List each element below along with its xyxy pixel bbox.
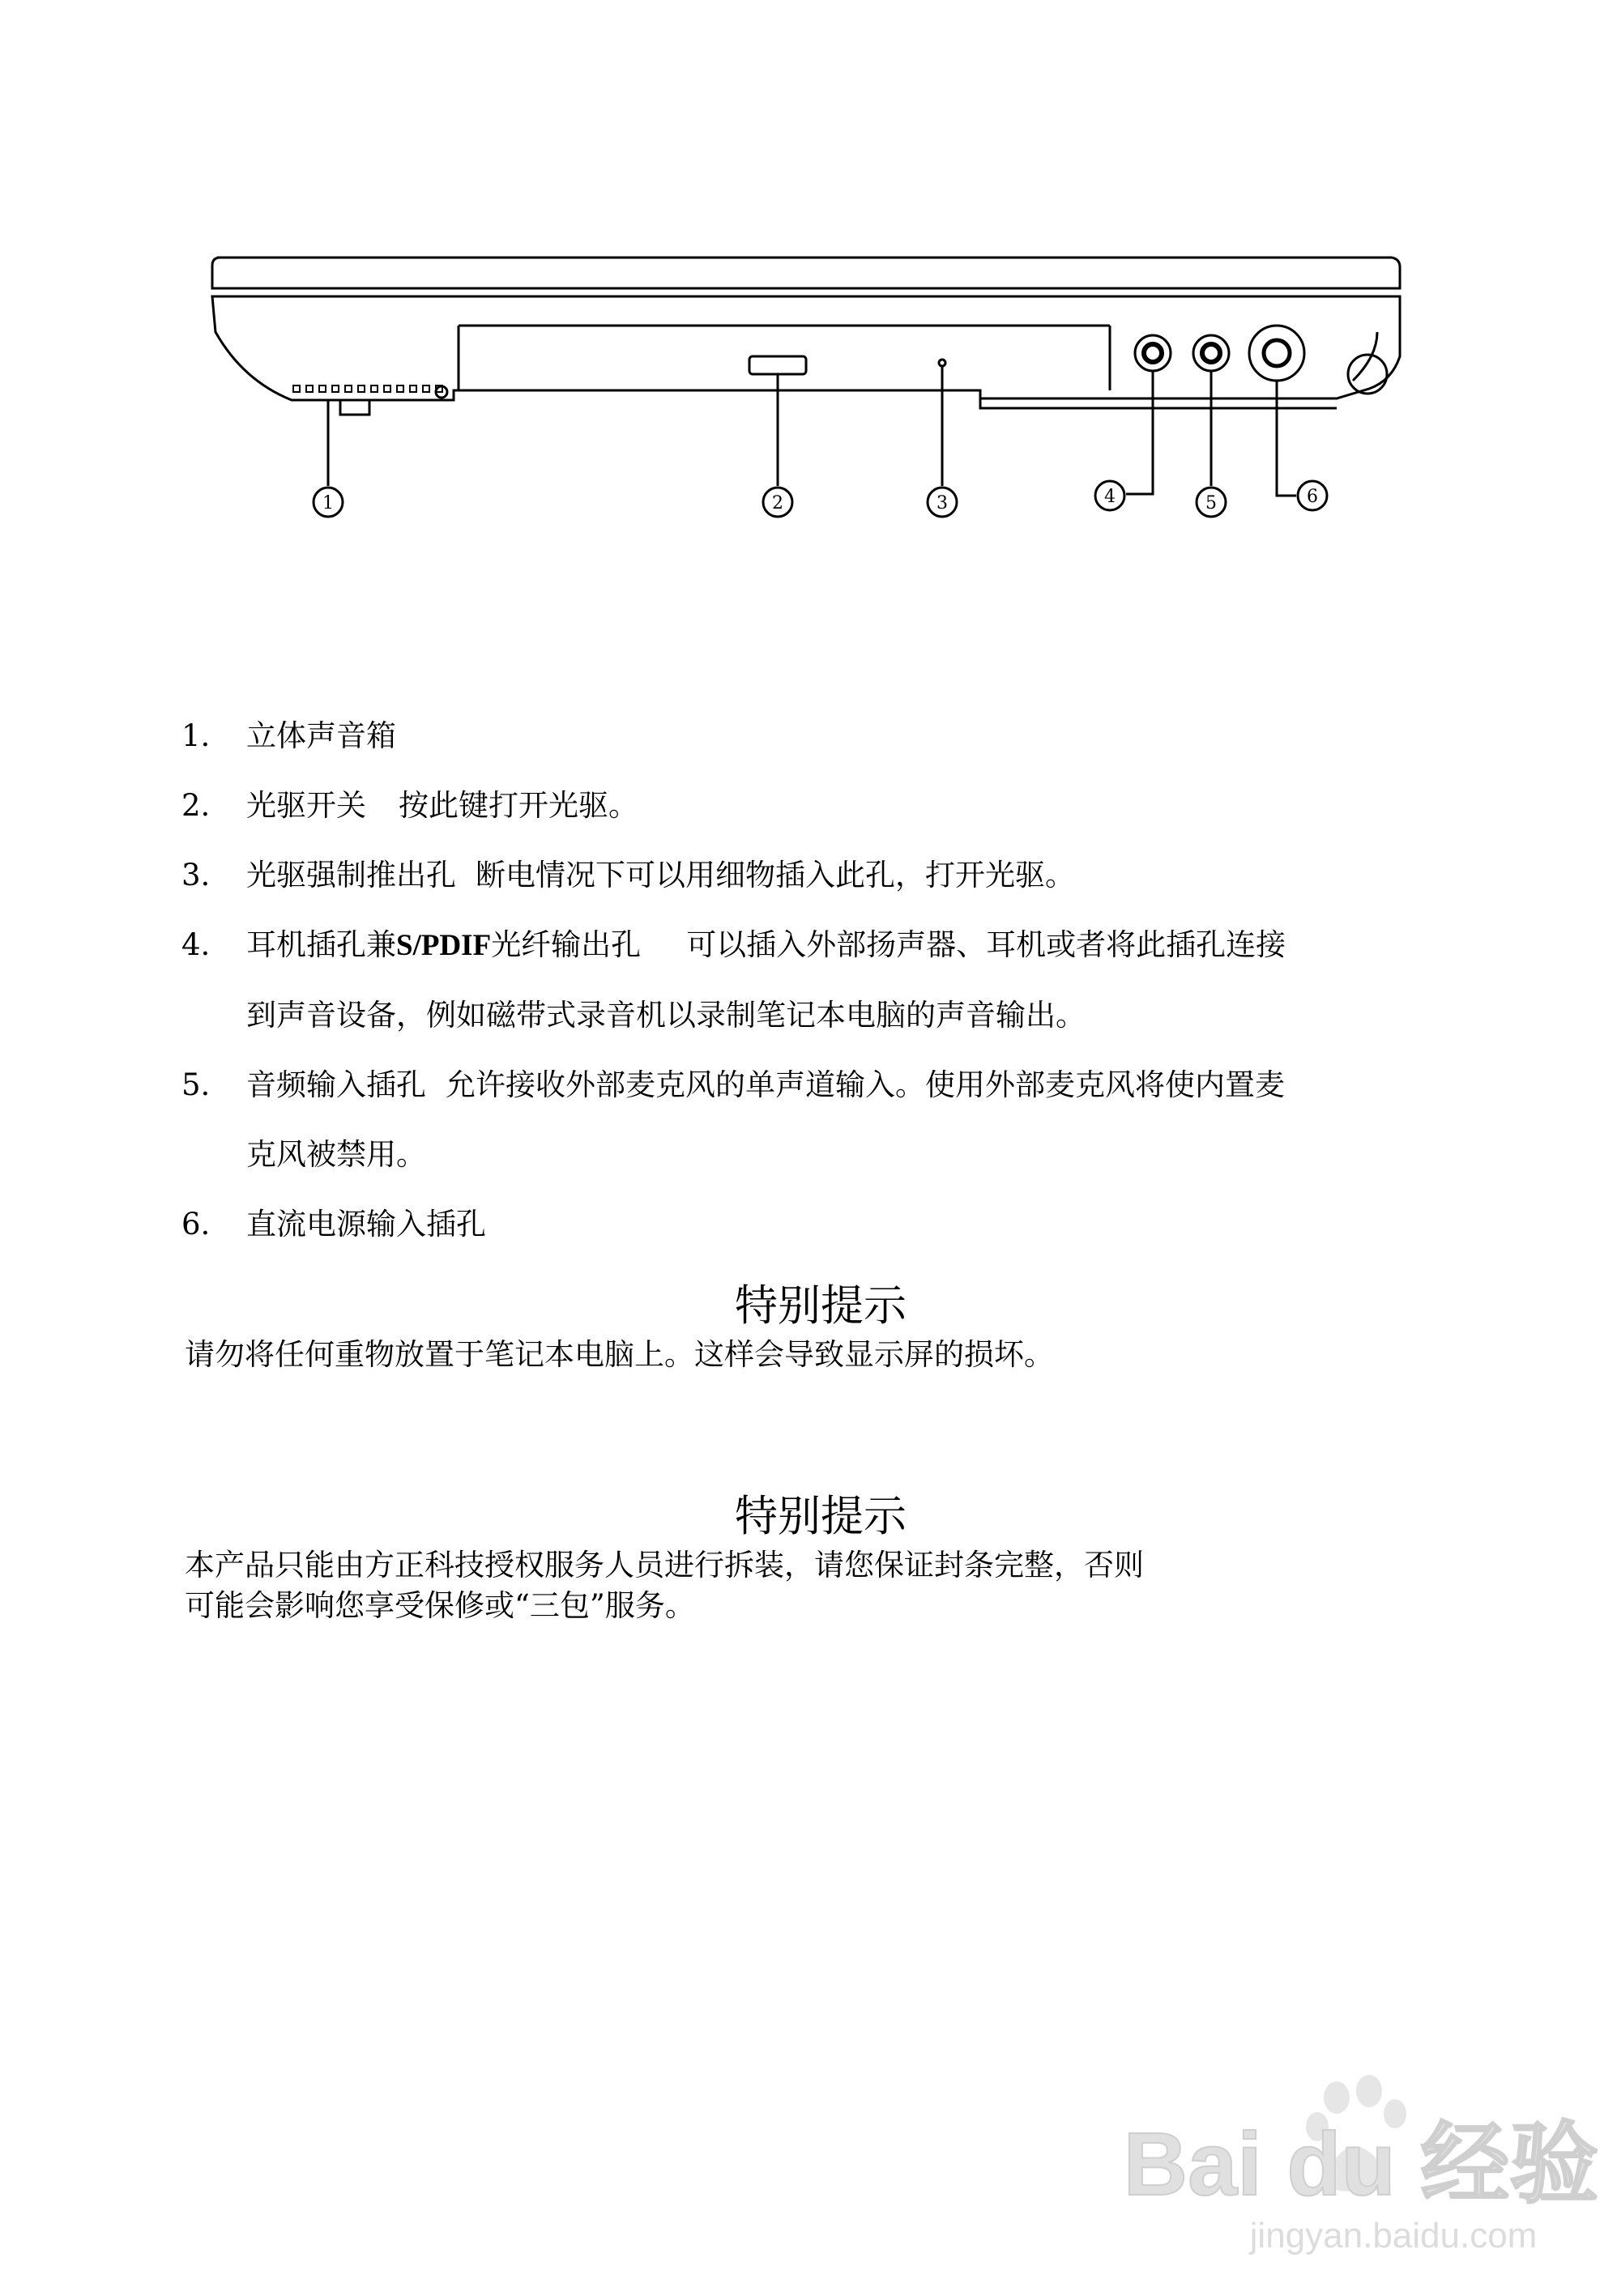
notice-text: 请勿将任何重物放置于笔记本电脑上。这样会导致显示屏的损坏。 [185, 1337, 1054, 1372]
item-desc: 到声音设备，例如磁带式录音机以录制笔记本电脑的声音输出。 [246, 998, 1086, 1033]
laptop-side-diagram [0, 0, 1617, 567]
notice-text: 本产品只能由方正科技授权服务人员进行拆装，请您保证封条完整，否则 可能会影响您享受保修或“三包”服务。 [185, 1548, 1144, 1623]
callout-6: 6 [1307, 487, 1318, 507]
notice-block [185, 1489, 1481, 1626]
component-list [181, 701, 1478, 1259]
item-term: 音频输入插孔 [246, 1067, 426, 1102]
notice-block [185, 1278, 1481, 1375]
callout-5: 5 [1205, 493, 1217, 513]
callout-3: 3 [936, 493, 948, 513]
item-desc: 允许接收外部麦克风的单声道输入。使用外部麦克风将使内置麦 [446, 1067, 1285, 1102]
list-item: 3. 光驱强制推出孔 断电情况下可以用细物插入此孔，打开光驱。 [181, 858, 1075, 892]
callout-2: 2 [772, 493, 783, 513]
item-desc: 断电情况下可以用细物插入此孔，打开光驱。 [476, 858, 1075, 892]
baidu-watermark [1123, 2049, 1599, 2260]
callout-4: 4 [1104, 487, 1116, 507]
item-desc: 可以插入外部扬声器、耳机或者将此插孔连接 [686, 927, 1286, 962]
item-desc: 克风被禁用。 [246, 1137, 426, 1172]
item-term: 直流电源输入插孔 [246, 1207, 486, 1242]
list-item: 6. 直流电源输入插孔 [181, 1207, 486, 1242]
item-term: 耳机插孔兼S/PDIF光纤输出孔 [246, 927, 642, 962]
list-item: 1. 立体声音箱 [181, 718, 396, 753]
list-item: 2. 光驱开关 按此键打开光驱。 [181, 788, 638, 823]
item-desc: 按此键打开光驱。 [399, 788, 638, 823]
list-item-continuation [181, 981, 1478, 1050]
list-item: 4. 耳机插孔兼S/PDIF光纤输出孔 可以插入外部扬声器、耳机或者将此插孔连接 [181, 927, 1286, 962]
notice-title: 特别提示 [735, 1492, 907, 1541]
list-item-continuation [181, 1120, 1478, 1190]
callout-1: 1 [322, 493, 334, 513]
notice-title: 特别提示 [735, 1281, 907, 1331]
watermark-url: jingyan.baidu.com [1249, 2216, 1538, 2256]
watermark-brand: Bai du 经验 [1123, 2115, 1599, 2214]
item-term: 光驱强制推出孔 [246, 858, 456, 892]
list-item: 5. 音频输入插孔 允许接收外部麦克风的单声道输入。使用外部麦克风将使内置麦 [181, 1067, 1285, 1102]
item-term: 立体声音箱 [246, 718, 396, 753]
item-term: 光驱开关 [246, 788, 366, 823]
